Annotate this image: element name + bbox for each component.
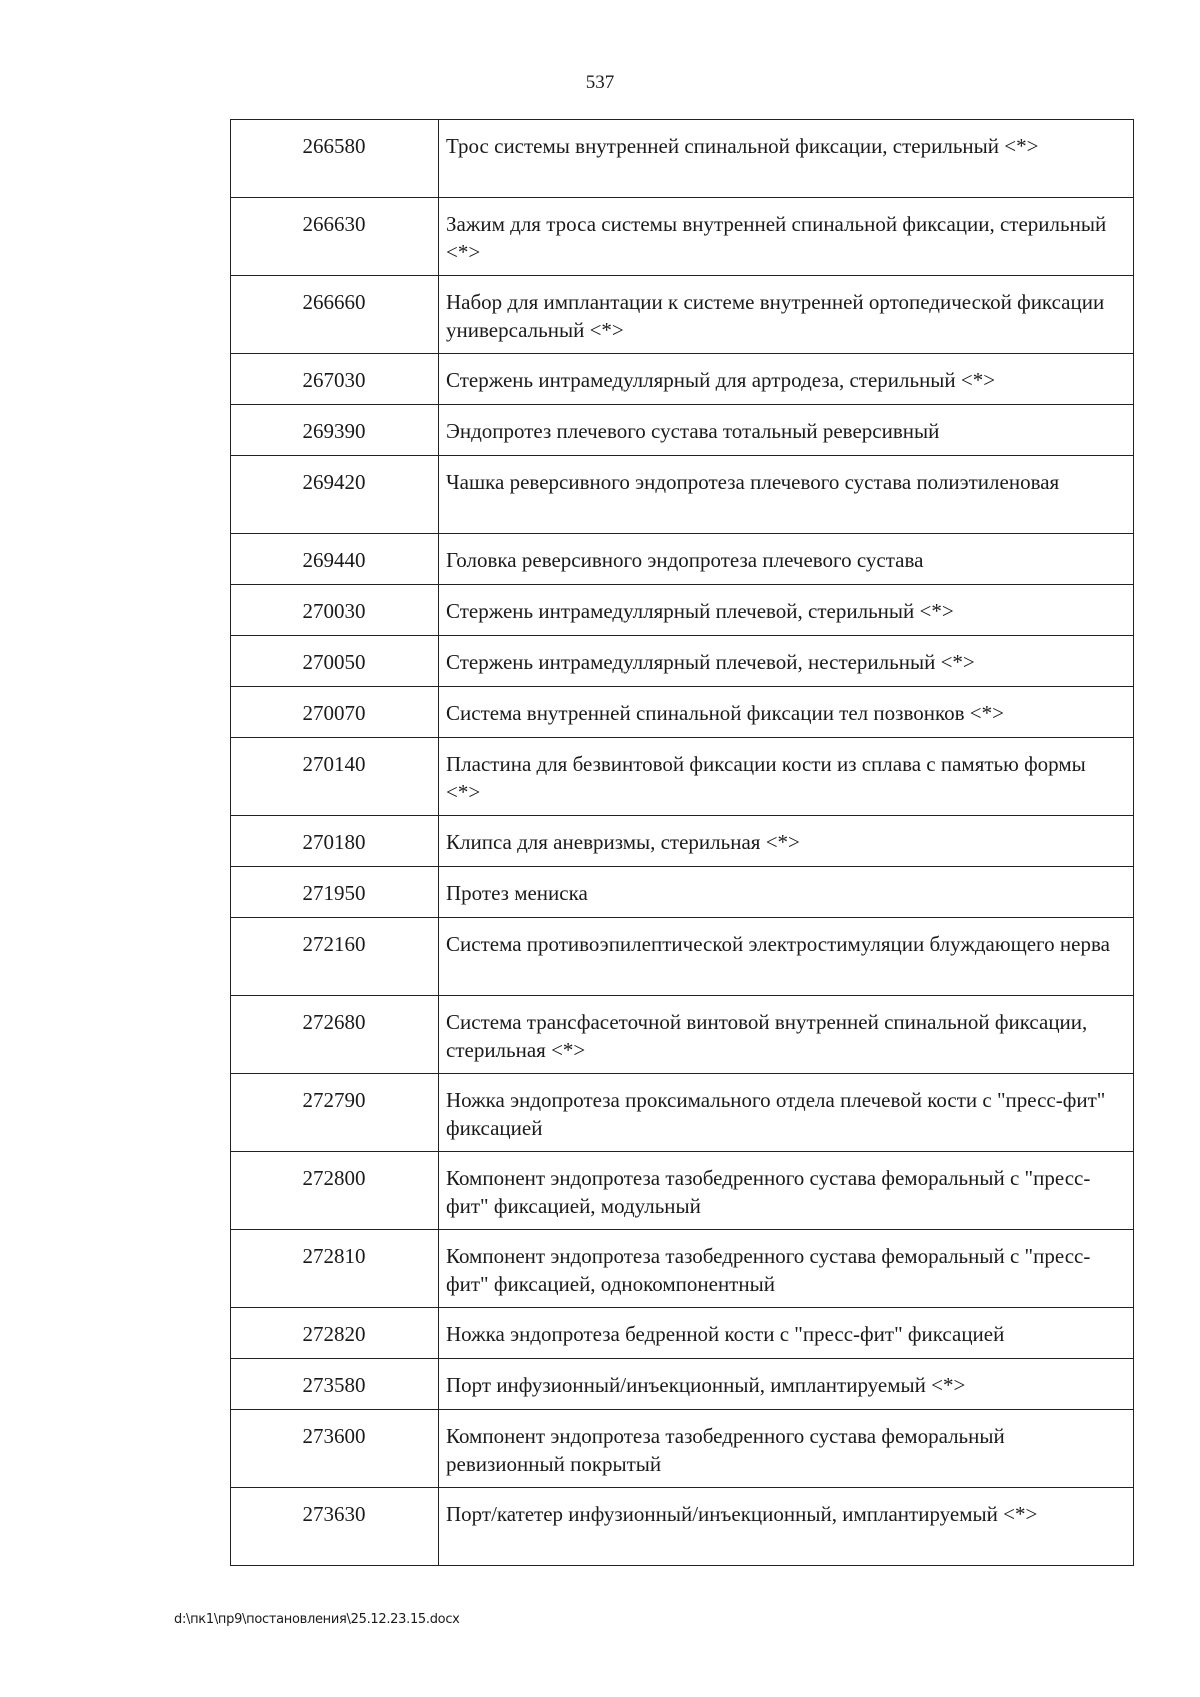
device-code-cell: 272680 [231,996,439,1074]
device-name-cell: Ножка эндопротеза проксимального отдела плечевой кости с "пресс-фит" фиксацией [439,1074,1134,1152]
table-row [231,1230,1134,1308]
table-row [231,1308,1134,1359]
table-row [231,687,1134,738]
device-code-cell: 267030 [231,354,439,405]
device-name-cell: Система внутренней спинальной фиксации тел позвонков <*> [439,687,1134,738]
table-row [231,1488,1134,1566]
document-file-path: d:\пк1\пр9\постановления\25.12.23.15.docx [174,1612,460,1627]
table-row [231,1074,1134,1152]
device-name-cell: Протез мениска [439,867,1134,918]
table-row [231,918,1134,996]
device-name-cell: Головка реверсивного эндопротеза плечевого сустава [439,534,1134,585]
device-name-cell: Стержень интрамедуллярный плечевой, стерильный <*> [439,585,1134,636]
device-name-cell: Стержень интрамедуллярный для артродеза, стерильный <*> [439,354,1134,405]
table-row [231,276,1134,354]
table-row [231,120,1134,198]
device-name-cell: Стержень интрамедуллярный плечевой, нестерильный <*> [439,636,1134,687]
table-row [231,1359,1134,1410]
device-name-cell: Набор для имплантации к системе внутренней ортопедической фиксации универсальный <*> [439,276,1134,354]
device-code-cell: 273580 [231,1359,439,1410]
table-row [231,354,1134,405]
device-name-cell: Трос системы внутренней спинальной фиксации, стерильный <*> [439,120,1134,198]
page-number: 537 [585,72,615,93]
device-name-cell: Зажим для троса системы внутренней спинальной фиксации, стерильный <*> [439,198,1134,276]
device-name-cell: Система противоэпилептической электростимуляции блуждающего нерва [439,918,1134,996]
table-row [231,636,1134,687]
device-code-cell: 266630 [231,198,439,276]
device-name-cell: Ножка эндопротеза бедренной кости с "пресс-фит" фиксацией [439,1308,1134,1359]
table-row [231,867,1134,918]
device-name-cell: Клипса для аневризмы, стерильная <*> [439,816,1134,867]
table-row [231,534,1134,585]
device-code-cell: 269420 [231,456,439,534]
device-name-cell: Компонент эндопротеза тазобедренного сустава феморальный ревизионный покрытый [439,1410,1134,1488]
medical-device-table [230,119,1134,1566]
device-code-cell: 273600 [231,1410,439,1488]
device-name-cell: Пластина для безвинтовой фиксации кости из сплава с памятью формы <*> [439,738,1134,816]
device-name-cell: Эндопротез плечевого сустава тотальный реверсивный [439,405,1134,456]
device-code-cell: 272800 [231,1152,439,1230]
device-code-cell: 270070 [231,687,439,738]
device-code-cell: 270140 [231,738,439,816]
device-code-cell: 272160 [231,918,439,996]
device-name-cell: Компонент эндопротеза тазобедренного сустава феморальный с "пресс-фит" фиксацией, модульный [439,1152,1134,1230]
table-row [231,198,1134,276]
table-row [231,816,1134,867]
device-code-cell: 270030 [231,585,439,636]
device-code-cell: 272810 [231,1230,439,1308]
table-body [231,120,1134,1566]
device-code-cell: 270180 [231,816,439,867]
table-row [231,1152,1134,1230]
table-row [231,405,1134,456]
device-code-cell: 270050 [231,636,439,687]
table-row [231,1410,1134,1488]
device-code-cell: 273630 [231,1488,439,1566]
device-name-cell: Чашка реверсивного эндопротеза плечевого сустава полиэтиленовая [439,456,1134,534]
device-name-cell: Порт инфузионный/инъекционный, имплантируемый <*> [439,1359,1134,1410]
device-code-cell: 266580 [231,120,439,198]
device-name-cell: Система трансфасеточной винтовой внутренней спинальной фиксации, стерильная <*> [439,996,1134,1074]
device-name-cell: Порт/катетер инфузионный/инъекционный, имплантируемый <*> [439,1488,1134,1566]
device-code-cell: 269390 [231,405,439,456]
table-row [231,738,1134,816]
table-row [231,456,1134,534]
device-code-cell: 271950 [231,867,439,918]
device-name-cell: Компонент эндопротеза тазобедренного сустава феморальный с "пресс-фит" фиксацией, однокомпонентный [439,1230,1134,1308]
device-code-cell: 266660 [231,276,439,354]
device-code-cell: 272820 [231,1308,439,1359]
table-row [231,996,1134,1074]
device-code-cell: 269440 [231,534,439,585]
table-row [231,585,1134,636]
device-code-cell: 272790 [231,1074,439,1152]
